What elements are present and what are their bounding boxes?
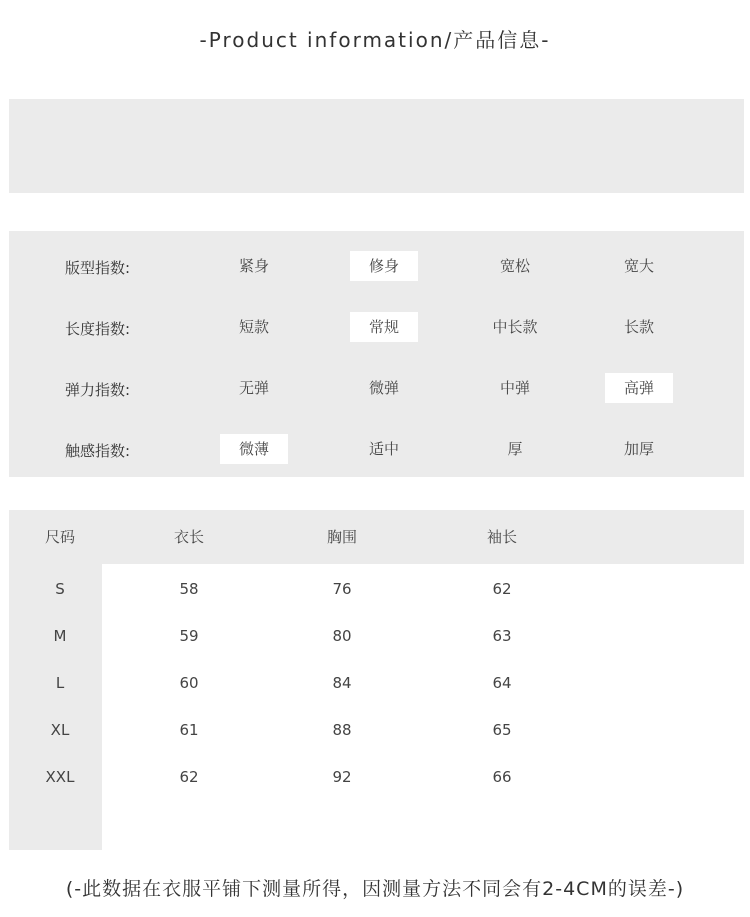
attribute-row: [9, 312, 744, 342]
size-table-cell: 88: [332, 721, 352, 739]
attribute-option: 适中: [368, 440, 399, 458]
size-table-cell: 63: [492, 627, 512, 645]
attribute-option-selected: 高弹: [605, 373, 673, 403]
attribute-index-panel: [9, 231, 744, 477]
size-table-header-cell: 袖长: [486, 528, 517, 546]
size-table-header-cell: 尺码: [44, 528, 75, 546]
attribute-option: 宽大: [623, 257, 654, 275]
size-table-header-cell: 胸围: [326, 528, 357, 546]
size-label-cell: S: [55, 580, 65, 598]
size-label-cell: M: [53, 627, 67, 645]
size-table-cell: 65: [492, 721, 512, 739]
size-table-cell: 60: [179, 674, 199, 692]
size-label-cell: XXL: [45, 768, 75, 786]
size-table-cell: 62: [179, 768, 199, 786]
attribute-option: 微弹: [368, 379, 399, 397]
size-table-cell: 59: [179, 627, 199, 645]
size-label-cell: XL: [50, 721, 70, 739]
attribute-option: 加厚: [623, 440, 654, 458]
product-image-banner: [9, 99, 744, 193]
attribute-option: 中弹: [499, 379, 530, 397]
attribute-label: 触感指数:: [65, 442, 131, 460]
attribute-row: [9, 373, 744, 403]
attribute-option: 中长款: [492, 318, 538, 336]
size-table: [9, 510, 744, 850]
size-table-cell: 76: [332, 580, 352, 598]
attribute-label: 长度指数:: [65, 320, 131, 338]
size-table-cell: 92: [332, 768, 352, 786]
measurement-footnote: (-此数据在衣服平铺下测量所得，因测量方法不同会有2-4CM的误差-): [65, 878, 685, 900]
size-table-cell: 58: [179, 580, 199, 598]
attribute-row: [9, 434, 744, 464]
size-table-cell: 66: [492, 768, 512, 786]
size-table-size-column-bg: [9, 564, 102, 850]
size-table-cell: 61: [179, 721, 199, 739]
size-label-cell: L: [55, 674, 65, 692]
attribute-option-selected: 修身: [350, 251, 418, 281]
size-table-cell: 62: [492, 580, 512, 598]
size-table-cell: 80: [332, 627, 352, 645]
attribute-label: 弹力指数:: [65, 381, 131, 399]
attribute-option: 无弹: [238, 379, 269, 397]
attribute-option: 短款: [238, 318, 269, 336]
size-table-cell: 64: [492, 674, 512, 692]
attribute-option: 紧身: [238, 257, 269, 275]
attribute-option: 厚: [507, 440, 523, 458]
size-table-header-cell: 衣长: [173, 528, 204, 546]
attribute-option-selected: 微薄: [220, 434, 288, 464]
size-table-cell: 84: [332, 674, 352, 692]
attribute-option-selected: 常规: [350, 312, 418, 342]
attribute-label: 版型指数:: [65, 259, 131, 277]
attribute-option: 宽松: [499, 257, 530, 275]
attribute-option: 长款: [623, 318, 654, 336]
page-title: -Product information/产品信息-: [199, 28, 551, 52]
attribute-row: [9, 251, 744, 281]
